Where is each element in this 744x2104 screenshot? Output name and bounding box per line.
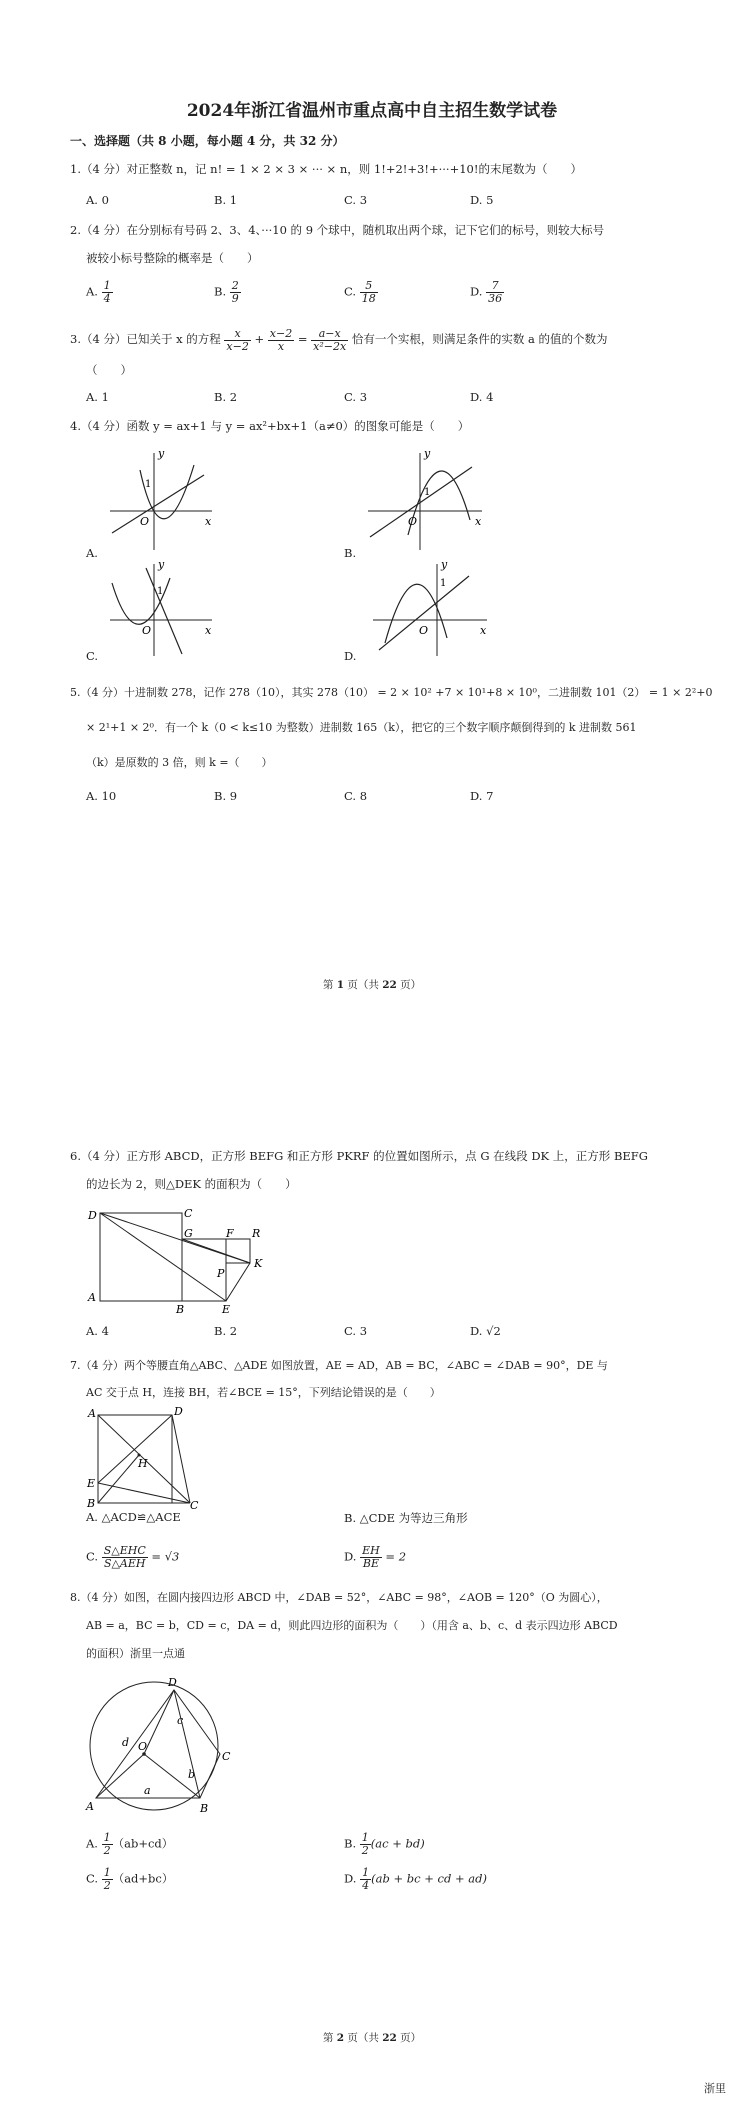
expression: (ab + bc + cd + ad) (371, 1871, 487, 1886)
q4-option-a[interactable]: A. (86, 546, 98, 560)
q1-option-c[interactable]: C. 3 (344, 193, 368, 207)
fraction (360, 280, 378, 305)
label-b: B (200, 1802, 209, 1815)
q6-option-b[interactable]: B. 2 (214, 1324, 238, 1338)
y-label: y (441, 558, 448, 571)
q6-figure (84, 1205, 284, 1315)
page-title: 2024年浙江省温州市重点高中自主招生数学试卷 (186, 101, 558, 121)
parabola (385, 584, 447, 643)
label-d: D (88, 1209, 97, 1222)
footer-page-number: 2 (336, 2032, 344, 2044)
question-4-text: 4.（4 分）函数 y = ax+1 与 y = ax²+bx+1（a≠0）的图象可能是（ ） (70, 419, 470, 433)
q5-option-b[interactable]: B. 9 (214, 789, 238, 803)
numerator: 2 (231, 279, 239, 292)
question-8-text-cont2: 的面积）浙里一点通 (86, 1647, 185, 1660)
q6-option-c[interactable]: C. 3 (344, 1324, 368, 1338)
label-p: P (217, 1267, 225, 1280)
q8-option-letter: A. (86, 1836, 98, 1851)
page-footer (0, 2030, 744, 2045)
label-a: A (88, 1407, 96, 1420)
origin-label: O (419, 624, 429, 637)
q8-figure (82, 1670, 232, 1820)
x-label: x (480, 624, 487, 637)
denominator: 2 (103, 1879, 111, 1892)
q4-graph-a (100, 445, 220, 555)
q6-option-a[interactable]: A. 4 (86, 1324, 109, 1338)
fraction (360, 1867, 371, 1892)
line (112, 475, 204, 533)
parabola (112, 578, 170, 624)
x-label: x (475, 515, 482, 528)
label-a: A (86, 1800, 94, 1813)
question-5-text-cont2: （k）是原数的 3 倍，则 k =（ ） (86, 756, 273, 769)
line (370, 467, 472, 537)
fraction (102, 1867, 113, 1892)
q3-option-a[interactable]: A. 1 (86, 390, 109, 404)
label-d: D (174, 1405, 183, 1418)
q2-option-letter: A. (86, 284, 98, 299)
fraction (268, 328, 294, 353)
q2-option-letter: D. (470, 284, 483, 299)
q4-graph-b (360, 445, 490, 555)
q1-option-a[interactable]: A. 0 (86, 193, 109, 207)
q2-option-letter: C. (344, 284, 357, 299)
denominator: 18 (361, 292, 376, 305)
q7-option-b[interactable]: B. △CDE 为等边三角形 (344, 1511, 468, 1525)
q5-option-a[interactable]: A. 10 (86, 789, 117, 803)
line-de (100, 1213, 226, 1301)
fraction (102, 1832, 113, 1857)
denominator: x−2 (226, 339, 249, 353)
question-7-text-cont: AC 交于点 H，连接 BH，若∠BCE = 15°，下列结论错误的是（ ） (86, 1386, 441, 1399)
q8-option-c[interactable] (86, 1867, 173, 1892)
label-o: O (138, 1740, 148, 1753)
side-b: b (188, 1768, 196, 1781)
footer-mid: 页（共 (344, 979, 383, 991)
fraction (311, 328, 348, 353)
side-c: c (177, 1714, 184, 1727)
label-f: F (226, 1227, 234, 1240)
denominator: 9 (231, 292, 239, 305)
numerator: 1 (361, 1831, 369, 1844)
q1-option-b[interactable]: B. 1 (214, 193, 238, 207)
one-label: 1 (424, 487, 431, 498)
q5-option-d[interactable]: D. 7 (470, 789, 494, 803)
question-6-text-cont: 的边长为 2，则△DEK 的面积为（ ） (86, 1177, 297, 1191)
question-3-text-cont: （ ） (86, 363, 132, 377)
q7-option-a[interactable]: A. △ACD≌△ACE (86, 1510, 181, 1524)
denominator: 4 (103, 292, 111, 305)
label-c: C (222, 1750, 231, 1763)
q8-option-letter: D. (344, 1871, 357, 1886)
fraction (360, 1545, 382, 1570)
corner-watermark: 浙里 (704, 2082, 726, 2095)
label-c: C (184, 1207, 193, 1220)
q5-option-c[interactable]: C. 8 (344, 789, 368, 803)
numerator: 1 (362, 1866, 370, 1879)
numerator: x−2 (269, 326, 293, 340)
footer-page-number: 1 (336, 979, 344, 991)
question-2-text: 2.（4 分）在分别标有号码 2、3、4、···10 的 9 个球中，随机取出两个球，记下它们的标号，则较大标号 (70, 223, 605, 237)
question-6-text: 6.（4 分）正方形 ABCD，正方形 BEFG 和正方形 PKRF 的位置如图所示，点 G 在线段 DK 上，正方形 BEFG (70, 1149, 648, 1163)
q4-option-c[interactable]: C. (86, 649, 99, 663)
fraction (486, 280, 504, 305)
q3-suffix: 恰有一个实根，则满足条件的实数 a 的值的个数为 (351, 332, 608, 346)
numerator: 7 (486, 280, 504, 293)
q8-option-letter: B. (344, 1836, 357, 1851)
label-b: B (87, 1497, 96, 1510)
y-label: y (158, 447, 165, 460)
rhs: = 2 (385, 1549, 407, 1564)
rhs: = √3 (151, 1549, 180, 1564)
label-c: C (190, 1499, 199, 1510)
label-g: G (184, 1227, 193, 1240)
one-label: 1 (440, 578, 447, 589)
label-r: R (252, 1227, 261, 1240)
denominator: BE (362, 1557, 379, 1570)
footer-total-pages: 22 (382, 2032, 397, 2044)
denominator: S△AEH (103, 1557, 146, 1570)
numerator: 1 (103, 1831, 111, 1844)
denominator: 2 (103, 1844, 111, 1857)
q7-figure (86, 1405, 206, 1510)
footer-suffix: 页） (396, 2032, 422, 2044)
denominator: 4 (362, 1879, 370, 1892)
label-a: A (88, 1291, 96, 1304)
equals-sign: = (297, 332, 308, 346)
quadrilateral-abcd (96, 1690, 220, 1798)
numerator: 1 (103, 279, 111, 292)
q4-graph-c (100, 558, 220, 658)
question-5-text-cont: × 2¹+1 × 2⁰．有一个 k（0 < k≤10 为整数）进制数 165（k），把它的三个数字顺序颠倒得到的 k 进制数 561 (86, 721, 637, 734)
origin-label: O (142, 624, 152, 637)
q2-option-a[interactable] (86, 280, 113, 305)
denominator: x²−2x (313, 339, 347, 353)
q3-prefix: 3.（4 分）已知关于 x 的方程 (70, 332, 221, 346)
q2-option-c[interactable] (344, 280, 378, 305)
numerator: 5 (360, 280, 378, 293)
numerator: S△EHC (103, 1544, 146, 1557)
footer-suffix: 页） (396, 979, 422, 991)
footer-total-pages: 22 (382, 979, 397, 991)
q8-option-a[interactable] (86, 1832, 173, 1857)
footer-prefix: 第 (322, 979, 337, 991)
footer-prefix: 第 (322, 2032, 337, 2044)
label-h: H (138, 1457, 148, 1470)
label-e: E (222, 1303, 231, 1315)
q1-option-d[interactable]: D. 5 (470, 193, 494, 207)
fraction (102, 280, 113, 305)
q7-option-c[interactable] (86, 1545, 179, 1570)
numerator: a−x (311, 328, 348, 341)
side-a: a (144, 1784, 151, 1797)
numerator: x (224, 328, 250, 341)
question-2-text-cont: 被较小标号整除的概率是（ ） (86, 251, 259, 265)
y-label: y (158, 558, 165, 571)
expression: (ac + bd) (370, 1836, 425, 1851)
origin-label: O (408, 515, 418, 528)
one-label: 1 (157, 586, 164, 597)
question-8-text-cont: AB = a，BC = b，CD = c，DA = d，则此四边形的面积为（ ）（用含 a、b、c、d 表示四边形 ABCD (86, 1619, 618, 1632)
q4-graph-d (365, 558, 495, 658)
plus-sign: + (254, 332, 265, 346)
x-label: x (205, 515, 212, 528)
q2-option-b[interactable] (214, 280, 241, 305)
q8-option-d[interactable] (344, 1867, 487, 1892)
denominator: 2 (361, 1844, 369, 1857)
line (146, 568, 182, 654)
fraction (230, 280, 241, 305)
parabola (408, 471, 470, 535)
q4-option-d[interactable]: D. (344, 649, 357, 663)
q7-option-d[interactable] (344, 1545, 406, 1570)
side-d: d (122, 1736, 130, 1749)
q8-option-b[interactable] (344, 1832, 425, 1857)
fraction (102, 1545, 148, 1570)
y-label: y (424, 447, 431, 460)
question-1-text: 1.（4 分）对正整数 n，记 n! = 1 × 2 × 3 × ··· × n，则 1!+2!+3!+···+10!的末尾数为（ ） (70, 162, 582, 176)
label-d: D (168, 1676, 177, 1689)
question-3-text (70, 325, 608, 353)
q2-option-d[interactable] (470, 280, 504, 305)
question-7-text: 7.（4 分）两个等腰直角△ABC、△ADE 如图放置，AE = AD，AB = BC，∠ABC = ∠DAB = 90°，DE 与 (70, 1359, 608, 1372)
one-label: 1 (145, 479, 152, 490)
fraction (224, 328, 250, 353)
expression: （ad+bc） (112, 1871, 174, 1886)
q7-option-letter: C. (86, 1549, 99, 1564)
q4-option-b[interactable]: B. (344, 546, 357, 560)
label-k: K (254, 1257, 263, 1270)
origin-label: O (140, 515, 150, 528)
footer-mid: 页（共 (344, 2032, 383, 2044)
q7-option-letter: D. (344, 1549, 357, 1564)
numerator: EH (362, 1544, 380, 1557)
label-b: B (176, 1303, 185, 1315)
circle (90, 1682, 218, 1810)
x-label: x (205, 624, 212, 637)
q3-option-b[interactable]: B. 2 (214, 390, 238, 404)
denominator: x (277, 339, 285, 353)
q3-option-c[interactable]: C. 3 (344, 390, 368, 404)
question-5-text: 5.（4 分）十进制数 278，记作 278（10），其实 278（10） = 2 × 10² +7 × 10¹+8 × 10⁰，二进制数 101（2） = 1 × 2²+0 (70, 686, 713, 699)
fraction (360, 1832, 371, 1857)
q6-option-d[interactable]: D. √2 (470, 1324, 501, 1338)
denominator: 36 (488, 292, 503, 305)
page-footer (0, 977, 744, 992)
section-heading: 一、选择题（共 8 小题，每小题 4 分，共 32 分） (70, 134, 345, 148)
label-e: E (87, 1477, 96, 1490)
expression: （ab+cd） (112, 1836, 174, 1851)
line-ek (226, 1263, 250, 1301)
question-8-text: 8.（4 分）如图，在圆内接四边形 ABCD 中，∠DAB = 52°，∠ABC = 98°，∠AOB = 120°（O 为圆心）， (70, 1591, 608, 1604)
q8-option-letter: C. (86, 1871, 99, 1886)
q2-option-letter: B. (214, 284, 227, 299)
numerator: 1 (103, 1866, 111, 1879)
q3-option-d[interactable]: D. 4 (470, 390, 494, 404)
